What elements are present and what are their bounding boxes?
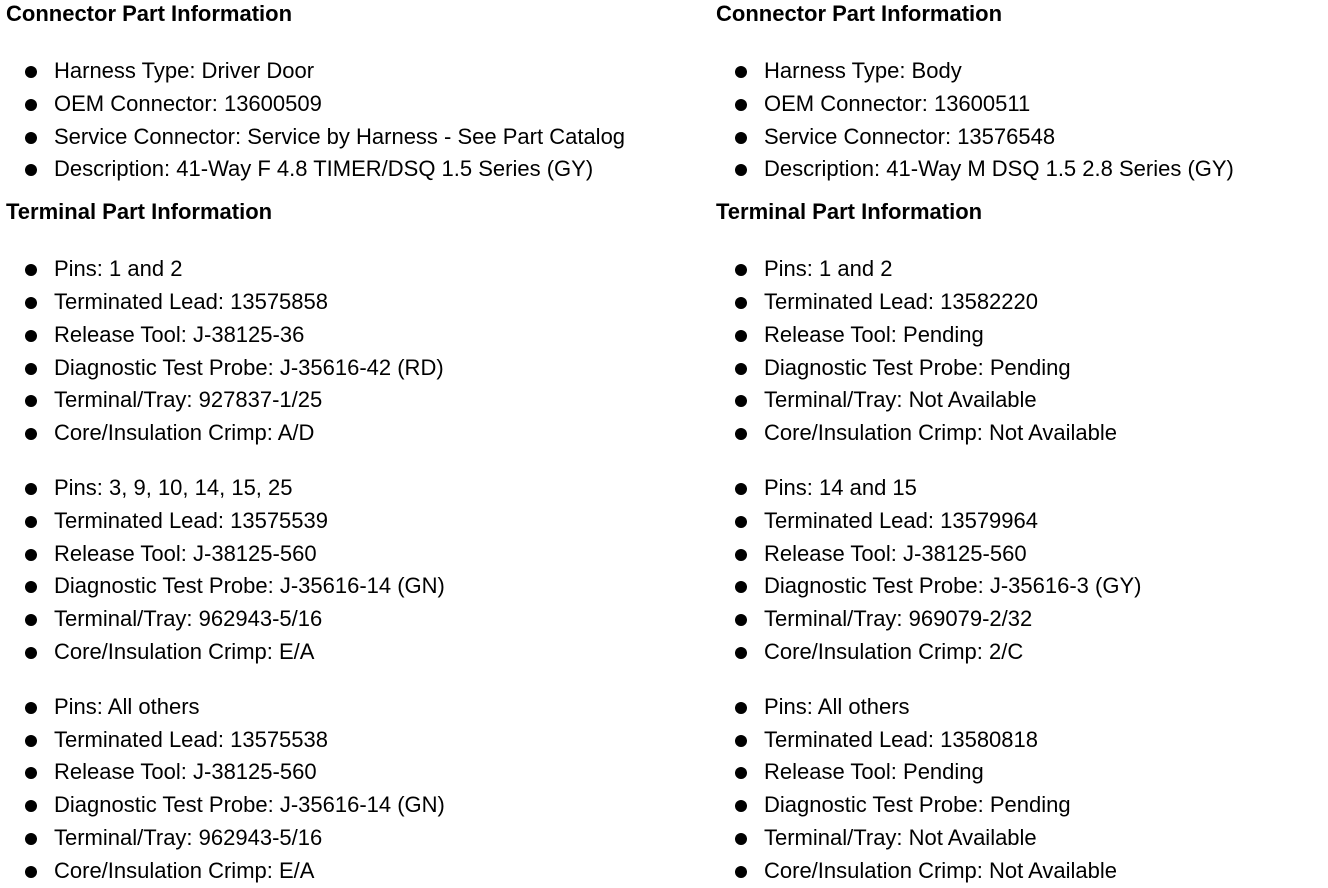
diagnostic-test-probe: Diagnostic Test Probe: J-35616-3 (GY) xyxy=(764,573,1142,599)
bullet-icon xyxy=(735,549,747,561)
pins: Pins: 1 and 2 xyxy=(54,256,183,282)
list-item xyxy=(716,789,1326,822)
pins: Pins: All others xyxy=(54,693,200,719)
bullet-icon xyxy=(25,132,37,144)
terminal-tray: Terminal/Tray: 962943-5/16 xyxy=(54,824,323,850)
bullet-icon xyxy=(735,516,747,528)
bullet-icon xyxy=(735,581,747,593)
list-item xyxy=(6,472,616,505)
terminal-tray: Terminal/Tray: Not Available xyxy=(764,824,1037,850)
bullet-icon xyxy=(25,866,37,878)
terminated-lead: Terminated Lead: 13575858 xyxy=(54,288,328,314)
list-item xyxy=(716,724,1326,757)
terminated-lead: Terminated Lead: 13575539 xyxy=(54,507,328,533)
list-item xyxy=(6,724,616,757)
bullet-icon xyxy=(735,647,747,659)
list-item xyxy=(6,319,616,352)
list-item xyxy=(6,153,616,186)
bullet-icon xyxy=(25,581,37,593)
list-item xyxy=(716,153,1326,186)
core-insulation-crimp: Core/Insulation Crimp: E/A xyxy=(54,857,315,883)
pins: Pins: 3, 9, 10, 14, 15, 25 xyxy=(54,474,293,500)
terminal-group xyxy=(716,691,1326,888)
list-item xyxy=(716,417,1326,450)
bullet-icon xyxy=(25,800,37,812)
bullet-icon xyxy=(25,330,37,342)
list-item xyxy=(6,691,616,724)
bullet-icon xyxy=(735,702,747,714)
bullet-icon xyxy=(735,66,747,78)
right-connector-column xyxy=(716,0,1326,888)
list-item xyxy=(6,538,616,571)
release-tool: Release Tool: J-38125-560 xyxy=(54,540,317,566)
bullet-icon xyxy=(735,735,747,747)
terminated-lead: Terminated Lead: 13580818 xyxy=(764,726,1038,752)
bullet-icon xyxy=(735,483,747,495)
bullet-icon xyxy=(735,330,747,342)
terminated-lead: Terminated Lead: 13579964 xyxy=(764,507,1038,533)
list-item xyxy=(716,636,1326,669)
terminal-tray: Terminal/Tray: Not Available xyxy=(764,387,1037,413)
terminated-lead: Terminated Lead: 13575538 xyxy=(54,726,328,752)
list-item xyxy=(6,756,616,789)
release-tool: Release Tool: Pending xyxy=(764,759,984,785)
terminal-group xyxy=(6,472,616,669)
list-item xyxy=(716,253,1326,286)
bullet-icon xyxy=(735,800,747,812)
diagnostic-test-probe: Diagnostic Test Probe: Pending xyxy=(764,354,1071,380)
connector-info-list xyxy=(716,55,1326,186)
bullet-icon xyxy=(25,264,37,276)
bullet-icon xyxy=(735,866,747,878)
release-tool: Release Tool: J-38125-36 xyxy=(54,321,305,347)
terminal-tray: Terminal/Tray: 969079-2/32 xyxy=(764,606,1033,632)
list-item xyxy=(6,822,616,855)
bullet-icon xyxy=(735,767,747,779)
terminal-group xyxy=(716,253,1326,450)
bullet-icon xyxy=(25,516,37,528)
bullet-icon xyxy=(735,395,747,407)
bullet-icon xyxy=(25,428,37,440)
list-item xyxy=(716,384,1326,417)
bullet-icon xyxy=(25,66,37,78)
bullet-icon xyxy=(25,164,37,176)
pins: Pins: 1 and 2 xyxy=(764,256,893,282)
bullet-icon xyxy=(735,363,747,375)
bullet-icon xyxy=(25,297,37,309)
bullet-icon xyxy=(735,164,747,176)
oem-connector: OEM Connector: 13600509 xyxy=(54,90,322,116)
release-tool: Release Tool: J-38125-560 xyxy=(54,759,317,785)
core-insulation-crimp: Core/Insulation Crimp: E/A xyxy=(54,638,315,664)
list-item xyxy=(716,822,1326,855)
bullet-icon xyxy=(25,767,37,779)
bullet-icon xyxy=(735,833,747,845)
core-insulation-crimp: Core/Insulation Crimp: Not Available xyxy=(764,857,1117,883)
core-insulation-crimp: Core/Insulation Crimp: Not Available xyxy=(764,420,1117,446)
list-item xyxy=(6,286,616,319)
harness-type: Harness Type: Body xyxy=(764,58,962,83)
list-item xyxy=(716,505,1326,538)
bullet-icon xyxy=(25,549,37,561)
harness-type: Harness Type: Driver Door xyxy=(54,58,315,83)
core-insulation-crimp: Core/Insulation Crimp: A/D xyxy=(54,420,315,446)
list-item xyxy=(6,417,616,450)
bullet-icon xyxy=(25,483,37,495)
bullet-icon xyxy=(25,395,37,407)
list-item xyxy=(716,55,1326,88)
bullet-icon xyxy=(25,363,37,375)
terminal-tray: Terminal/Tray: 927837-1/25 xyxy=(54,387,323,413)
terminal-group xyxy=(6,253,616,450)
service-connector: Service Connector: 13576548 xyxy=(764,123,1056,149)
oem-connector: OEM Connector: 13600511 xyxy=(764,90,1031,116)
list-item xyxy=(6,121,626,154)
service-connector: Service Connector: Service by Harness - See Part Catalog xyxy=(54,123,626,149)
list-item xyxy=(716,538,1326,571)
list-item xyxy=(6,789,616,822)
list-item xyxy=(716,570,1326,603)
bullet-icon xyxy=(25,735,37,747)
diagnostic-test-probe: Diagnostic Test Probe: J-35616-14 (GN) xyxy=(54,573,445,599)
list-item xyxy=(716,756,1326,789)
terminal-tray: Terminal/Tray: 962943-5/16 xyxy=(54,606,323,632)
release-tool: Release Tool: Pending xyxy=(764,321,984,347)
list-item xyxy=(6,570,616,603)
list-item xyxy=(716,121,1326,154)
bullet-icon xyxy=(25,702,37,714)
release-tool: Release Tool: J-38125-560 xyxy=(764,540,1027,566)
bullet-icon xyxy=(25,99,37,111)
terminated-lead: Terminated Lead: 13582220 xyxy=(764,288,1038,314)
terminal-group xyxy=(6,691,616,888)
list-item xyxy=(716,88,1326,121)
diagnostic-test-probe: Diagnostic Test Probe: J-35616-42 (RD) xyxy=(54,354,444,380)
list-item xyxy=(6,603,616,636)
list-item xyxy=(716,352,1326,385)
bullet-icon xyxy=(735,428,747,440)
list-item xyxy=(6,855,616,888)
description: Description: 41-Way M DSQ 1.5 2.8 Series (GY) xyxy=(764,156,1234,182)
list-item xyxy=(716,603,1326,636)
diagnostic-test-probe: Diagnostic Test Probe: J-35616-14 (GN) xyxy=(54,792,445,818)
bullet-icon xyxy=(735,297,747,309)
core-insulation-crimp: Core/Insulation Crimp: 2/C xyxy=(764,638,1024,664)
terminal-part-information-heading: Terminal Part Information xyxy=(6,199,273,225)
bullet-icon xyxy=(25,833,37,845)
list-item xyxy=(716,855,1326,888)
list-item xyxy=(6,636,616,669)
list-item xyxy=(716,319,1326,352)
connector-info-list xyxy=(6,55,626,186)
list-item xyxy=(6,384,616,417)
bullet-icon xyxy=(25,647,37,659)
list-item xyxy=(6,55,616,88)
diagnostic-test-probe: Diagnostic Test Probe: Pending xyxy=(764,792,1071,818)
pins: Pins: 14 and 15 xyxy=(764,474,917,500)
bullet-icon xyxy=(735,614,747,626)
terminal-part-information-heading: Terminal Part Information xyxy=(716,199,983,225)
list-item xyxy=(6,253,616,286)
connector-part-information-heading: Connector Part Information xyxy=(716,1,1003,26)
description: Description: 41-Way F 4.8 TIMER/DSQ 1.5 Series (GY) xyxy=(54,156,594,182)
list-item xyxy=(716,286,1326,319)
list-item xyxy=(6,352,616,385)
list-item xyxy=(6,88,616,121)
list-item xyxy=(716,691,1326,724)
list-item xyxy=(716,472,1326,505)
connector-part-information-heading: Connector Part Information xyxy=(6,1,293,26)
bullet-icon xyxy=(25,614,37,626)
bullet-icon xyxy=(735,99,747,111)
list-item xyxy=(6,505,616,538)
left-connector-column xyxy=(6,0,626,888)
bullet-icon xyxy=(735,132,747,144)
terminal-group xyxy=(716,472,1326,669)
bullet-icon xyxy=(735,264,747,276)
pins: Pins: All others xyxy=(764,693,910,719)
